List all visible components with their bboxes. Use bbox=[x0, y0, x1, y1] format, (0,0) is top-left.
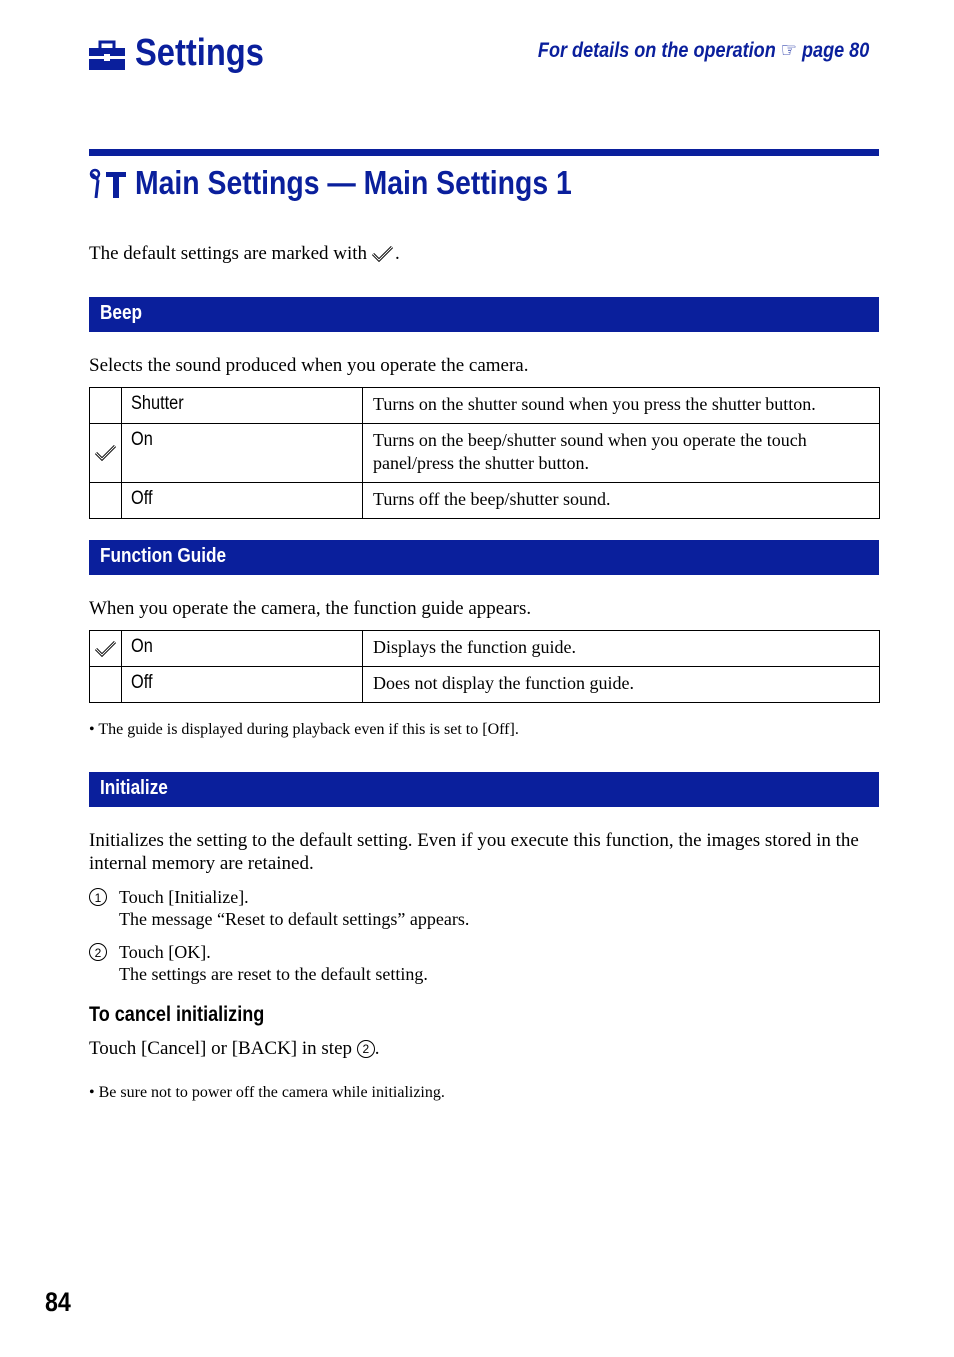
cancel-initializing-heading: To cancel initializing bbox=[89, 1003, 265, 1026]
table-row bbox=[90, 667, 880, 703]
option-name: On bbox=[131, 429, 153, 450]
beep-heading-bar bbox=[89, 297, 879, 332]
default-cell bbox=[90, 631, 122, 667]
function-guide-options-table bbox=[89, 630, 880, 703]
initialize-heading-bar bbox=[89, 772, 879, 807]
function-guide-heading-bar bbox=[89, 540, 879, 575]
step-number: 1 bbox=[89, 888, 107, 906]
step-action: Touch [OK]. bbox=[119, 942, 211, 962]
note-text: Be sure not to power off the camera while initializing. bbox=[98, 1084, 445, 1101]
bullet: • bbox=[89, 721, 95, 738]
initialize-note bbox=[89, 1083, 445, 1103]
function-guide-note bbox=[89, 720, 519, 740]
cancel-text: Touch [Cancel] or [BACK] in step bbox=[89, 1038, 353, 1059]
pointing-hand-icon: ☞ bbox=[780, 39, 797, 62]
option-name: Off bbox=[131, 672, 153, 693]
default-note-text: The default settings are marked with bbox=[89, 243, 368, 264]
default-cell bbox=[90, 483, 122, 519]
checkmark-icon bbox=[94, 444, 118, 462]
default-cell bbox=[90, 424, 122, 483]
beep-heading: Beep bbox=[100, 302, 143, 324]
cancel-initializing-text bbox=[89, 1037, 380, 1060]
table-row bbox=[90, 424, 880, 483]
bullet: • bbox=[89, 1084, 95, 1101]
table-row bbox=[90, 388, 880, 424]
option-name: Off bbox=[131, 488, 153, 509]
section-rule bbox=[89, 149, 879, 156]
beep-description: Selects the sound produced when you operate the camera. bbox=[89, 355, 529, 376]
initialize-heading: Initialize bbox=[100, 777, 168, 799]
function-guide-description: When you operate the camera, the function guide appears. bbox=[89, 598, 532, 619]
step-result: The message “Reset to default settings” appears. bbox=[119, 909, 470, 929]
step-result: The settings are reset to the default setting. bbox=[119, 964, 428, 984]
step-action: Touch [Initialize]. bbox=[119, 887, 249, 907]
option-description: Does not display the function guide. bbox=[363, 667, 880, 703]
reference-prefix: For details on the operation bbox=[537, 39, 776, 62]
page-title: Settings bbox=[135, 32, 264, 74]
cancel-text-end: . bbox=[374, 1038, 380, 1059]
default-note-end: . bbox=[395, 243, 400, 264]
default-cell bbox=[90, 667, 122, 703]
page-number: 84 bbox=[45, 1287, 71, 1317]
table-row bbox=[90, 631, 880, 667]
option-name: On bbox=[131, 636, 153, 657]
reference-page: page 80 bbox=[801, 39, 869, 62]
option-description: Turns on the beep/shutter sound when you operate the touch panel/press the shutter button. bbox=[363, 424, 880, 483]
wrench-icon bbox=[88, 168, 128, 200]
step-number: 2 bbox=[89, 943, 107, 961]
page-reference-link[interactable] bbox=[538, 38, 869, 63]
step-number: 2 bbox=[357, 1040, 375, 1058]
toolbox-icon bbox=[88, 40, 128, 72]
option-description: Displays the function guide. bbox=[363, 631, 880, 667]
section-title: Main Settings — Main Settings 1 bbox=[135, 164, 572, 201]
table-row bbox=[90, 483, 880, 519]
option-description: Turns off the beep/shutter sound. bbox=[363, 483, 880, 519]
default-note bbox=[89, 242, 400, 265]
checkmark-icon bbox=[94, 640, 118, 658]
default-cell bbox=[90, 388, 122, 424]
note-text: The guide is displayed during playback even if this is set to [Off]. bbox=[98, 721, 519, 738]
option-description: Turns on the shutter sound when you press the shutter button. bbox=[363, 388, 880, 424]
option-name: Shutter bbox=[131, 393, 184, 414]
checkmark-icon bbox=[371, 245, 395, 263]
beep-options-table bbox=[89, 387, 880, 519]
initialize-description: Initializes the setting to the default setting. Even if you execute this function, the images stored in the internal memory are retained. bbox=[89, 830, 859, 874]
function-guide-heading: Function Guide bbox=[100, 545, 227, 567]
